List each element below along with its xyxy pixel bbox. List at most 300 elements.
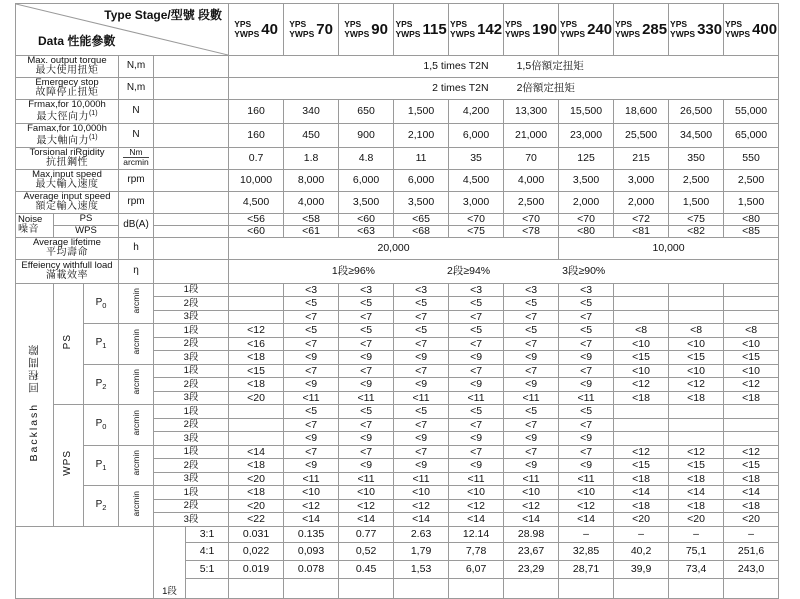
model-column-header — [724, 4, 779, 56]
value-cell: 32,85 — [559, 542, 614, 560]
series-names: YPS YWPS — [234, 19, 260, 39]
value-cell: <14 — [284, 513, 339, 527]
value-cell: <9 — [559, 432, 614, 446]
value-cell: <15 — [669, 351, 724, 365]
series-names: YPS YWPS — [725, 19, 751, 39]
value-cell: <18 — [229, 351, 284, 365]
value-cell: <63 — [339, 225, 394, 237]
value-cell: 3,000 — [449, 191, 504, 213]
value-cell: 55,000 — [724, 100, 779, 124]
value-cell: <68 — [394, 225, 449, 237]
value-cell: 13,300 — [504, 100, 559, 124]
value-cell: 650 — [339, 100, 394, 124]
value-cell: <9 — [394, 378, 449, 392]
value-cell: <7 — [449, 364, 504, 378]
value-cell: 0,022 — [229, 542, 284, 560]
value-cell: <5 — [504, 297, 559, 311]
row-noise-ps — [16, 213, 779, 225]
value-cell: <72 — [614, 213, 669, 225]
unit-arcmin: arcmin — [119, 324, 154, 365]
stage-spacer-cell — [154, 213, 229, 225]
value-cell: 243,0 — [724, 560, 779, 578]
value-cell: – — [669, 526, 724, 542]
corner-header-cell — [16, 4, 229, 56]
value-cell — [724, 578, 779, 598]
value-cell: <7 — [394, 310, 449, 324]
value-cell: <18 — [229, 378, 284, 392]
value-cell: <9 — [339, 351, 394, 365]
series-names: YPS YWPS — [615, 19, 641, 39]
value-cell: <9 — [504, 378, 559, 392]
value-cell: 215 — [614, 147, 669, 169]
value-cell: 4,000 — [284, 191, 339, 213]
value-cell: <7 — [559, 364, 614, 378]
value-cell: <5 — [284, 405, 339, 419]
value-cell: <11 — [559, 472, 614, 486]
value-cell — [669, 310, 724, 324]
efficiency-values: 1段≥96% 2段≥94% 3段≥90% — [229, 259, 779, 283]
value-cell: – — [724, 526, 779, 542]
value-cell: <5 — [394, 405, 449, 419]
value-cell: 251,6 — [724, 542, 779, 560]
value-cell: <7 — [504, 310, 559, 324]
value-cell: 2.63 — [394, 526, 449, 542]
value-cell: <85 — [724, 225, 779, 237]
value-cell: <5 — [284, 324, 339, 338]
value-cell: <18 — [669, 391, 724, 405]
model-column-header — [229, 4, 284, 56]
unit-cell: N — [119, 100, 154, 124]
stage-cell: 2段 — [154, 459, 229, 473]
value-max-output-torque: 1,5 times T2N 1,5倍額定扭矩 — [229, 56, 779, 78]
value-cell: <18 — [724, 472, 779, 486]
value-cell: 160 — [229, 100, 284, 124]
value-cell: 1,500 — [394, 100, 449, 124]
row-backlash-wps-p2-s1 — [16, 486, 779, 500]
value-cell: <10 — [449, 486, 504, 500]
value-cell — [339, 578, 394, 598]
ratio-label: 3:1 — [186, 526, 229, 542]
ratio-stage-cell: 1段 — [154, 526, 186, 598]
value-cell: <11 — [284, 391, 339, 405]
value-cell: <70 — [449, 213, 504, 225]
value-cell: 23,000 — [559, 123, 614, 147]
label-max-output-torque: Max. output torque 最大使用扭矩 — [16, 56, 119, 78]
value-cell: 160 — [229, 123, 284, 147]
model-column-header — [614, 4, 669, 56]
ratio-section-label-cell — [16, 526, 154, 598]
value-cell: <12 — [669, 378, 724, 392]
value-cell: <3 — [394, 283, 449, 297]
value-cell: <7 — [339, 364, 394, 378]
value-cell — [229, 310, 284, 324]
stage-spacer-cell — [154, 259, 229, 283]
value-cell: 18,600 — [614, 100, 669, 124]
value-cell: <9 — [449, 432, 504, 446]
stage-spacer-cell — [154, 225, 229, 237]
backlash-class-p0: $P_0$ — [84, 283, 119, 324]
value-cell — [614, 297, 669, 311]
noise-ps-sublabel: PS — [54, 213, 119, 225]
value-cell — [614, 578, 669, 598]
value-cell: 350 — [669, 147, 724, 169]
value-cell: <15 — [614, 459, 669, 473]
type-stage-label: Type Stage/型號 段數 — [104, 8, 223, 22]
value-cell: 4,500 — [449, 169, 504, 191]
value-cell: <7 — [394, 364, 449, 378]
value-cell: <12 — [669, 445, 724, 459]
label-max-input-speed: Max,input speed 最大輸入速度 — [16, 169, 119, 191]
value-cell: <3 — [504, 283, 559, 297]
model-size: 240 — [587, 20, 613, 38]
value-cell: 2,000 — [614, 191, 669, 213]
row-avg-input-speed — [16, 191, 779, 213]
label-torsional-rigidity: Torsional riRgidity 抗扭鋼性 — [16, 147, 119, 169]
value-cell: <11 — [449, 391, 504, 405]
stage-cell: 3段 — [154, 391, 229, 405]
value-cell: <20 — [614, 513, 669, 527]
value-cell: <14 — [669, 486, 724, 500]
value-cell: 8,000 — [284, 169, 339, 191]
value-cell: <3 — [284, 283, 339, 297]
stage-cell: 2段 — [154, 499, 229, 513]
value-cell: <5 — [339, 297, 394, 311]
value-cell: <5 — [559, 405, 614, 419]
value-cell: 12.14 — [449, 526, 504, 542]
value-cell: 4,500 — [229, 191, 284, 213]
value-cell: <82 — [669, 225, 724, 237]
ratio-label: 4:1 — [186, 542, 229, 560]
model-size: 40 — [261, 20, 278, 38]
stage-cell: 2段 — [154, 337, 229, 351]
value-cell: <11 — [394, 391, 449, 405]
value-cell: 2,500 — [504, 191, 559, 213]
value-cell: 25,500 — [614, 123, 669, 147]
value-cell: <9 — [284, 459, 339, 473]
unit-arcmin: arcmin — [119, 445, 154, 486]
row-famax — [16, 123, 779, 147]
value-cell: 450 — [284, 123, 339, 147]
value-cell — [669, 578, 724, 598]
unit-cell: rpm — [119, 191, 154, 213]
row-avg-lifetime — [16, 237, 779, 259]
unit-arcmin: arcmin — [119, 486, 154, 527]
value-cell — [669, 283, 724, 297]
table-header-row — [16, 4, 779, 56]
value-cell: 550 — [724, 147, 779, 169]
value-cell: <80 — [559, 225, 614, 237]
value-cell — [614, 283, 669, 297]
value-cell: <12 — [724, 378, 779, 392]
value-cell: 23,29 — [504, 560, 559, 578]
value-cell: <10 — [669, 337, 724, 351]
row-max-input-speed — [16, 169, 779, 191]
value-cell: <5 — [394, 324, 449, 338]
unit-cell: N,m — [119, 56, 154, 78]
value-cell: <58 — [284, 213, 339, 225]
value-cell: <8 — [724, 324, 779, 338]
value-cell: 73,4 — [669, 560, 724, 578]
value-cell: <80 — [724, 213, 779, 225]
value-cell: <10 — [614, 364, 669, 378]
value-cell: <14 — [614, 486, 669, 500]
value-cell: <5 — [559, 324, 614, 338]
value-cell: 6,07 — [449, 560, 504, 578]
value-cell: <11 — [504, 391, 559, 405]
value-cell — [449, 578, 504, 598]
value-cell: 0.77 — [339, 526, 394, 542]
value-cell: 4,000 — [504, 169, 559, 191]
value-cell: <11 — [559, 391, 614, 405]
value-cell: <14 — [394, 513, 449, 527]
value-cell: <7 — [339, 310, 394, 324]
spec-table-container — [15, 3, 779, 599]
series-names: YPS YWPS — [560, 19, 586, 39]
value-cell: 4.8 — [339, 147, 394, 169]
value-cell: 0,52 — [339, 542, 394, 560]
value-cell — [724, 432, 779, 446]
value-cell: <9 — [449, 459, 504, 473]
value-cell: <9 — [559, 459, 614, 473]
stage-spacer-cell — [154, 78, 229, 100]
value-cell: 3,000 — [614, 169, 669, 191]
value-cell: <12 — [284, 499, 339, 513]
value-cell: <20 — [229, 472, 284, 486]
value-cell: <15 — [229, 364, 284, 378]
stage-cell: 1段 — [154, 445, 229, 459]
value-cell: 65,000 — [724, 123, 779, 147]
value-cell: – — [614, 526, 669, 542]
value-cell: <7 — [284, 418, 339, 432]
value-cell: <18 — [229, 486, 284, 500]
unit-cell-fraction: $\frac{Nm}{\text{arcmin}}$ — [119, 147, 154, 169]
value-cell: 0.078 — [284, 560, 339, 578]
value-cell: <70 — [559, 213, 614, 225]
value-cell: <60 — [229, 225, 284, 237]
value-cell: 0.45 — [339, 560, 394, 578]
value-cell: <7 — [339, 445, 394, 459]
backlash-series-wps: WPS — [54, 405, 84, 527]
value-cell: 1,500 — [724, 191, 779, 213]
value-cell: <9 — [559, 378, 614, 392]
value-cell: <14 — [229, 445, 284, 459]
value-cell: <18 — [614, 391, 669, 405]
value-cell: <10 — [394, 486, 449, 500]
value-cell: <10 — [559, 486, 614, 500]
value-cell: <14 — [449, 513, 504, 527]
value-cell: <18 — [669, 499, 724, 513]
value-cell: <11 — [394, 472, 449, 486]
value-cell: <7 — [449, 418, 504, 432]
series-names: YPS YWPS — [344, 19, 370, 39]
value-cell: 2,500 — [669, 169, 724, 191]
model-column-header — [504, 4, 559, 56]
value-cell: <18 — [669, 472, 724, 486]
label-noise: Noise 噪音 — [16, 213, 54, 237]
noise-wps-sublabel: WPS — [54, 225, 119, 237]
backlash-class-p2: $P_2$ — [84, 364, 119, 405]
value-cell: <9 — [284, 351, 339, 365]
value-cell — [614, 310, 669, 324]
value-cell — [614, 432, 669, 446]
value-cell: <10 — [614, 337, 669, 351]
value-cell: <12 — [559, 499, 614, 513]
value-cell — [724, 405, 779, 419]
value-cell: <7 — [339, 418, 394, 432]
stage-spacer-cell — [154, 147, 229, 169]
value-cell: <8 — [669, 324, 724, 338]
stage-cell: 1段 — [154, 405, 229, 419]
stage-cell: 1段 — [154, 364, 229, 378]
model-size: 142 — [477, 20, 503, 38]
value-cell: 125 — [559, 147, 614, 169]
series-names: YPS YWPS — [670, 19, 696, 39]
label-efficiency: Effeiency withfull load 滿載效率 — [16, 259, 119, 283]
value-cell: <7 — [559, 337, 614, 351]
stage-cell: 3段 — [154, 310, 229, 324]
value-cell: <18 — [614, 472, 669, 486]
value-cell: <11 — [284, 472, 339, 486]
value-cell: <7 — [284, 364, 339, 378]
value-cell: 21,000 — [504, 123, 559, 147]
value-cell — [724, 283, 779, 297]
label-avg-input-speed: Average input speed 額定輸入速度 — [16, 191, 119, 213]
value-cell: <12 — [614, 378, 669, 392]
value-cell: <18 — [229, 459, 284, 473]
value-cell: <7 — [394, 337, 449, 351]
value-cell — [229, 283, 284, 297]
row-max-output-torque — [16, 56, 779, 78]
value-cell: <9 — [284, 378, 339, 392]
series-names: YPS YWPS — [395, 19, 421, 39]
value-cell — [229, 578, 284, 598]
model-column-header — [284, 4, 339, 56]
value-cell: <14 — [504, 513, 559, 527]
unit-cell: η — [119, 259, 154, 283]
value-cell: <15 — [614, 351, 669, 365]
value-cell: <14 — [339, 513, 394, 527]
value-cell: 70 — [504, 147, 559, 169]
value-cell: <22 — [229, 513, 284, 527]
unit-cell: N,m — [119, 78, 154, 100]
value-cell: <20 — [229, 499, 284, 513]
value-cell: <10 — [724, 337, 779, 351]
value-cell: 23,67 — [504, 542, 559, 560]
series-names: YPS YWPS — [450, 19, 476, 39]
value-cell: <9 — [449, 351, 504, 365]
value-cell: <12 — [614, 445, 669, 459]
stage-spacer-cell — [154, 56, 229, 78]
value-cell: 340 — [284, 100, 339, 124]
series-names: YPS YWPS — [505, 19, 531, 39]
value-cell: 75,1 — [669, 542, 724, 560]
value-cell: <14 — [724, 486, 779, 500]
value-cell: 6,000 — [449, 123, 504, 147]
value-cell — [229, 432, 284, 446]
value-cell: <7 — [559, 445, 614, 459]
value-cell: <7 — [449, 445, 504, 459]
value-cell: <12 — [449, 499, 504, 513]
ratio-label: 5:1 — [186, 560, 229, 578]
label-emergency-stop: Emergecy stop 故障停止扭矩 — [16, 78, 119, 100]
value-cell: <14 — [559, 513, 614, 527]
backlash-class-p0: $P_0$ — [84, 405, 119, 446]
model-size: 285 — [642, 20, 668, 38]
value-cell: <7 — [559, 418, 614, 432]
unit-arcmin: arcmin — [119, 405, 154, 446]
value-cell: <20 — [229, 391, 284, 405]
series-names: YPS YWPS — [289, 19, 315, 39]
value-cell: 2,000 — [559, 191, 614, 213]
label-famax: Famax,for 10,000h 最大軸向力$^{(1)}$ — [16, 123, 119, 147]
value-cell: 28.98 — [504, 526, 559, 542]
value-cell: <5 — [559, 297, 614, 311]
value-cell — [229, 297, 284, 311]
value-cell: <7 — [284, 310, 339, 324]
value-cell: <12 — [724, 445, 779, 459]
value-cell: <11 — [504, 472, 559, 486]
value-cell: <5 — [449, 405, 504, 419]
value-cell: 6,000 — [339, 169, 394, 191]
value-cell: <12 — [229, 324, 284, 338]
model-column-header — [559, 4, 614, 56]
value-cell: <7 — [284, 337, 339, 351]
value-cell: <7 — [449, 310, 504, 324]
value-cell: <7 — [504, 445, 559, 459]
value-cell: – — [559, 526, 614, 542]
value-cell: 15,500 — [559, 100, 614, 124]
ratio-label — [186, 578, 229, 598]
value-cell: <7 — [504, 337, 559, 351]
value-cell: <12 — [339, 499, 394, 513]
value-cell: 35 — [449, 147, 504, 169]
lifetime-right-value: 10,000 — [559, 237, 779, 259]
value-cell: <15 — [724, 459, 779, 473]
value-cell: <5 — [339, 405, 394, 419]
value-cell: <11 — [449, 472, 504, 486]
value-cell: 0.7 — [229, 147, 284, 169]
value-cell — [669, 418, 724, 432]
unit-cell: h — [119, 237, 154, 259]
value-cell: 2,100 — [394, 123, 449, 147]
value-cell: <60 — [339, 213, 394, 225]
stage-cell: 3段 — [154, 351, 229, 365]
value-cell: <11 — [339, 472, 394, 486]
model-size: 70 — [316, 20, 333, 38]
value-cell: <10 — [724, 364, 779, 378]
stage-spacer-cell — [154, 123, 229, 147]
value-cell: <7 — [339, 337, 394, 351]
unit-cell: rpm — [119, 169, 154, 191]
value-cell: 1,500 — [669, 191, 724, 213]
value-cell: <9 — [339, 432, 394, 446]
value-cell: 1,79 — [394, 542, 449, 560]
value-cell: <10 — [504, 486, 559, 500]
value-cell: <9 — [394, 459, 449, 473]
value-cell: <15 — [724, 351, 779, 365]
value-cell: <3 — [449, 283, 504, 297]
value-cell: 39,9 — [614, 560, 669, 578]
value-cell: <81 — [614, 225, 669, 237]
row-backlash-ps-p1-s1 — [16, 324, 779, 338]
value-cell: <70 — [504, 213, 559, 225]
backlash-class-p1: $P_1$ — [84, 445, 119, 486]
row-backlash-wps-p0-s1 — [16, 405, 779, 419]
value-cell — [394, 578, 449, 598]
value-cell: 10,000 — [229, 169, 284, 191]
stage-spacer-cell — [154, 237, 229, 259]
gearbox-spec-table — [15, 3, 779, 599]
